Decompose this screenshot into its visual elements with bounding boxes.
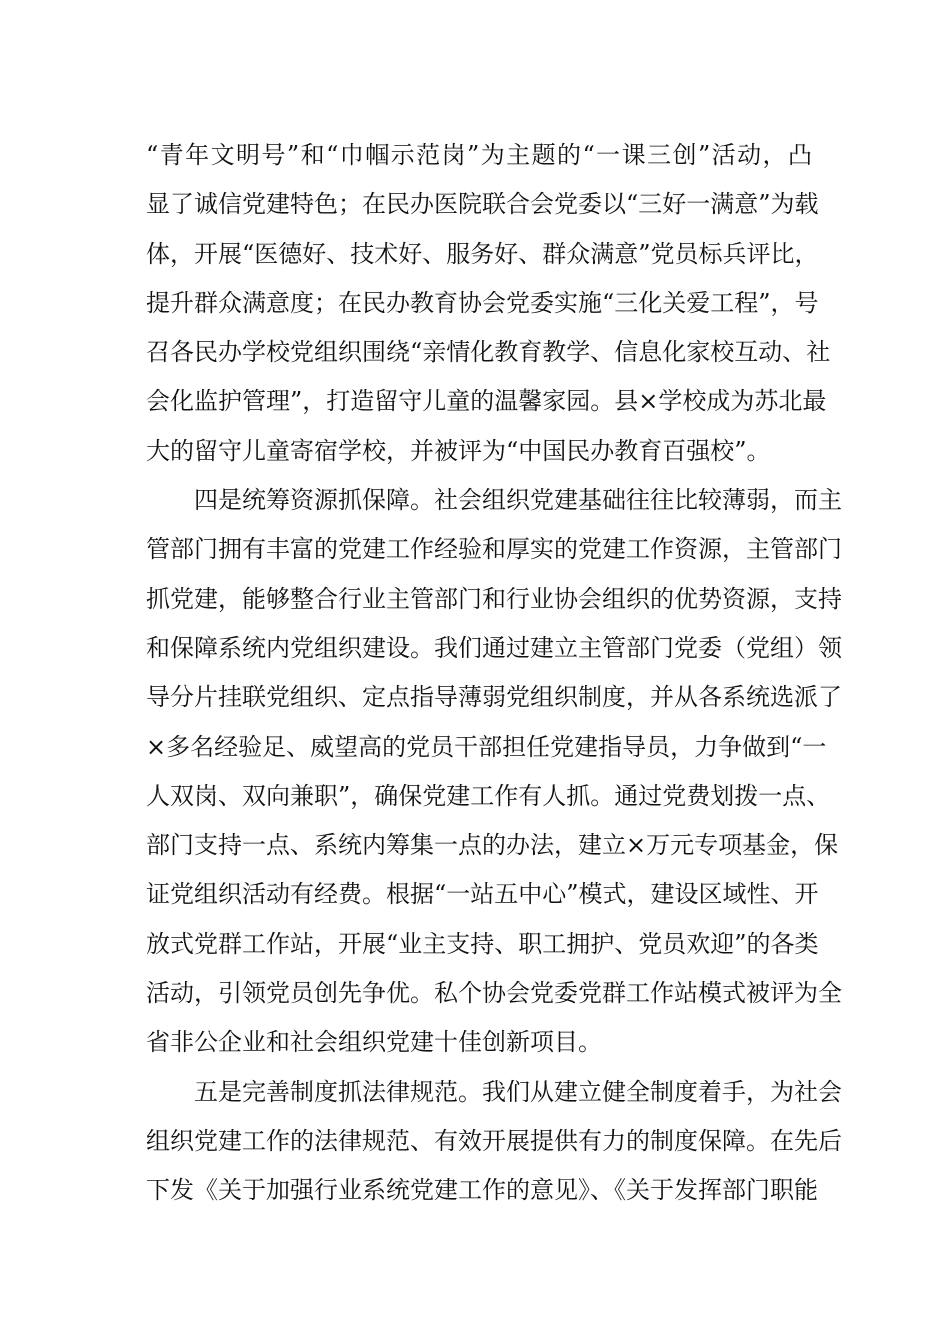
text-line: 证党组织活动有经费。根据“一站五中心”模式，建设区域性、开 [146, 880, 819, 909]
text-line: 放式党群工作站，开展“业主支持、职工拥护、党员欢迎”的各类 [146, 929, 819, 958]
text-line: 会化监护管理”，打造留守儿童的温馨家园。县×学校成为苏北最 [146, 387, 827, 416]
text-line: 抓党建，能够整合行业主管部门和行业协会组织的优势资源，支持 [146, 584, 842, 613]
text-line: 体，开展“医德好、技术好、服务好、群众满意”党员标兵评比， [146, 239, 819, 268]
text-line: 活动，引领党员创先争优。私个协会党委党群工作站模式被评为全 [146, 979, 842, 1008]
text-line: “青年文明号”和“巾帼示范岗”为主题的“一课三创”活动，凸 [146, 141, 812, 169]
text-line: 召各民办学校党组织围绕“亲情化教育教学、信息化家校互动、社 [146, 338, 831, 367]
body-text [146, 131, 842, 1216]
text-line: 管部门拥有丰富的党建工作经验和厚实的党建工作资源，主管部门 [146, 535, 842, 564]
text-line: ×多名经验足、威望高的党员干部担任党建指导员，力争做到“一 [146, 732, 827, 761]
text-line: 部门支持一点、系统内筹集一点的办法，建立×万元专项基金，保 [146, 831, 839, 860]
paragraph-start-line: 五是完善制度抓法律规范。我们从建立健全制度着手，为社会 [194, 1077, 842, 1106]
text-line: 显了诚信党建特色；在民办医院联合会党委以“三好一满意”为载 [146, 190, 819, 219]
text-line: 省非公企业和社会组织党建十佳创新项目。 [146, 1028, 602, 1057]
text-line: 组织党建工作的法律规范、有效开展提供有力的制度保障。在先后 [146, 1126, 842, 1155]
text-line: 导分片挂联党组织、定点指导薄弱党组织制度，并从各系统选派了 [146, 683, 842, 712]
text-line: 大的留守儿童寄宿学校，并被评为“中国民办教育百强校”。 [146, 436, 771, 465]
text-line: 提升群众满意度；在民办教育协会党委实施“三化关爱工程”，号 [146, 288, 819, 317]
paragraph-start-line: 四是统筹资源抓保障。社会组织党建基础往往比较薄弱，而主 [194, 486, 842, 515]
text-line: 和保障系统内党组织建设。我们通过建立主管部门党委（党组）领 [146, 633, 842, 662]
text-line: 下发《关于加强行业系统党建工作的意见》、《关于发挥部门职能 [146, 1176, 818, 1205]
text-line: 人双岗、双向兼职”，确保党建工作有人抓。通过党费划拨一点、 [146, 781, 831, 810]
